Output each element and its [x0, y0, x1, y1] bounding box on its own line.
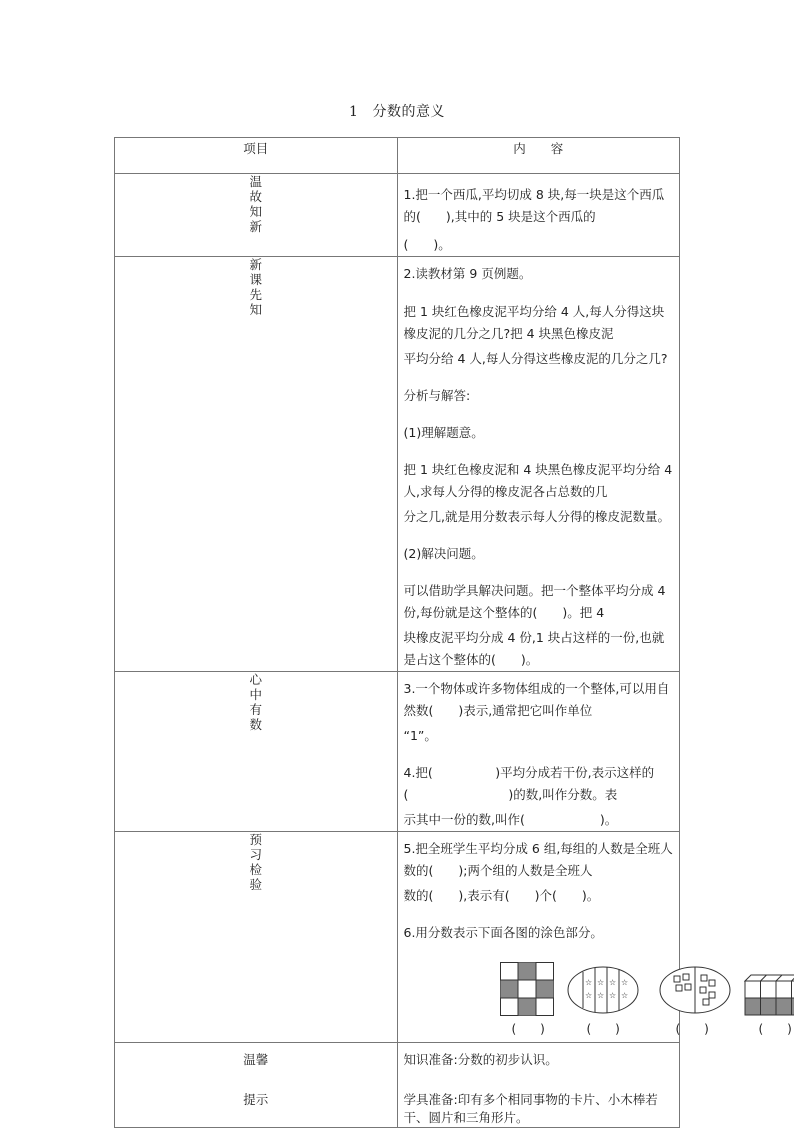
- grid-figure: [500, 962, 554, 1016]
- fig1-answer-blank: ( ): [512, 1018, 545, 1040]
- box-icon: [709, 992, 715, 998]
- q2-text: 2.读教材第 9 页例题。: [404, 263, 674, 285]
- content-preview: [397, 257, 680, 672]
- tips-label-2: 提示: [116, 1091, 396, 1109]
- content-mind: [397, 672, 680, 832]
- cuboid-figure: [744, 974, 794, 1016]
- title-text: 分数的意义: [372, 104, 445, 120]
- shaded-cell: [518, 998, 536, 1016]
- step2-line2: 块橡皮泥平均分成 4 份,1 块占这样的一份,也就是占这个整体的( )。: [404, 627, 674, 671]
- label-preview: 新课先知: [115, 257, 398, 672]
- tips-label-1: 温馨: [116, 1051, 396, 1069]
- row-preview: [115, 257, 680, 672]
- label-mind: 心中有数: [115, 672, 398, 832]
- content-check: [397, 832, 680, 1043]
- box-icon: [685, 984, 691, 990]
- tips-line2: 学具准备:印有多个相同事物的卡片、小木棒若干、圆片和三角形片。: [404, 1091, 674, 1127]
- star-icon: ☆: [609, 991, 616, 1000]
- q6-text: 6.用分数表示下面各图的涂色部分。: [404, 922, 674, 944]
- box-icon: [676, 985, 682, 991]
- shaded-part: [745, 998, 794, 1015]
- row-review: [115, 174, 680, 257]
- box-icon: [674, 976, 680, 982]
- title-number: 1: [349, 104, 358, 120]
- box-icon: [700, 987, 706, 993]
- q1-line2: ( )。: [404, 234, 674, 256]
- q3-line1: 3.一个物体或许多物体组成的一个整体,可以用自然数( )表示,通常把它叫作单位: [404, 678, 674, 722]
- problem-line2: 平均分给 4 人,每人分得这些橡皮泥的几分之几?: [404, 348, 674, 370]
- analysis-label: 分析与解答:: [404, 385, 674, 407]
- header-row: [115, 138, 680, 174]
- header-content-col: 内 容: [397, 138, 680, 174]
- problem-line1: 把 1 块红色橡皮泥平均分给 4 人,每人分得这块橡皮泥的几分之几?把 4 块黑色橡皮泥: [404, 301, 674, 345]
- star-icon: ☆: [609, 978, 616, 987]
- step1-line1: 把 1 块红色橡皮泥和 4 块黑色橡皮泥平均分给 4 人,求每人分得的橡皮泥各占总数的几: [404, 459, 674, 503]
- step2-heading: (2)解决问题。: [404, 543, 674, 565]
- q4-line2: 示其中一份的数,叫作( )。: [404, 809, 674, 831]
- label-review: 温故知新: [115, 174, 398, 257]
- step2-line1: 可以借助学具解决问题。把一个整体平均分成 4 份,每份就是这个整体的( )。把 4: [404, 580, 674, 624]
- box-icon: [703, 999, 709, 1005]
- star-icon: ☆: [597, 991, 604, 1000]
- row-tips: [115, 1043, 680, 1128]
- q4-line1: 4.把( )平均分成若干份,表示这样的( )的数,叫作分数。表: [404, 762, 674, 806]
- star-icon: ☆: [621, 991, 628, 1000]
- fig3-answer-blank: ( ): [676, 1018, 709, 1040]
- label-check: 预习检验: [115, 832, 398, 1043]
- header-item-col: 项目: [115, 138, 398, 174]
- star-icon: ☆: [597, 978, 604, 987]
- box-ellipse-figure: [659, 966, 731, 1014]
- figures-row: [404, 962, 674, 1042]
- box-icon: [683, 974, 689, 980]
- q5-line2: 数的( ),表示有( )个( )。: [404, 885, 674, 907]
- star-ellipse-figure: [567, 966, 639, 1014]
- fig2-answer-blank: ( ): [587, 1018, 620, 1040]
- step1-line2: 分之几,就是用分数表示每人分得的橡皮泥数量。: [404, 506, 674, 528]
- worksheet-table: [114, 137, 680, 1128]
- q1-line1: 1.把一个西瓜,平均切成 8 块,每一块是这个西瓜的( ),其中的 5 块是这个西瓜的: [404, 184, 674, 228]
- shaded-cell: [500, 980, 518, 998]
- content-tips: [397, 1043, 680, 1128]
- box-icon: [701, 975, 707, 981]
- q3-line2: “1”。: [404, 725, 674, 747]
- box-icon: [709, 980, 715, 986]
- label-tips: [115, 1043, 398, 1128]
- star-icon: ☆: [585, 991, 592, 1000]
- step1-heading: (1)理解题意。: [404, 422, 674, 444]
- row-mind: [115, 672, 680, 832]
- q5-line1: 5.把全班学生平均分成 6 组,每组的人数是全班人数的( );两个组的人数是全班人: [404, 838, 674, 882]
- row-check: [115, 832, 680, 1043]
- tips-line1: 知识准备:分数的初步认识。: [404, 1051, 674, 1069]
- page-title: [0, 101, 794, 121]
- shaded-cell: [536, 980, 554, 998]
- content-review: [397, 174, 680, 257]
- star-icon: ☆: [621, 978, 628, 987]
- star-icon: ☆: [585, 978, 592, 987]
- shaded-cell: [518, 963, 536, 981]
- fig4-answer-blank: ( ): [759, 1018, 792, 1040]
